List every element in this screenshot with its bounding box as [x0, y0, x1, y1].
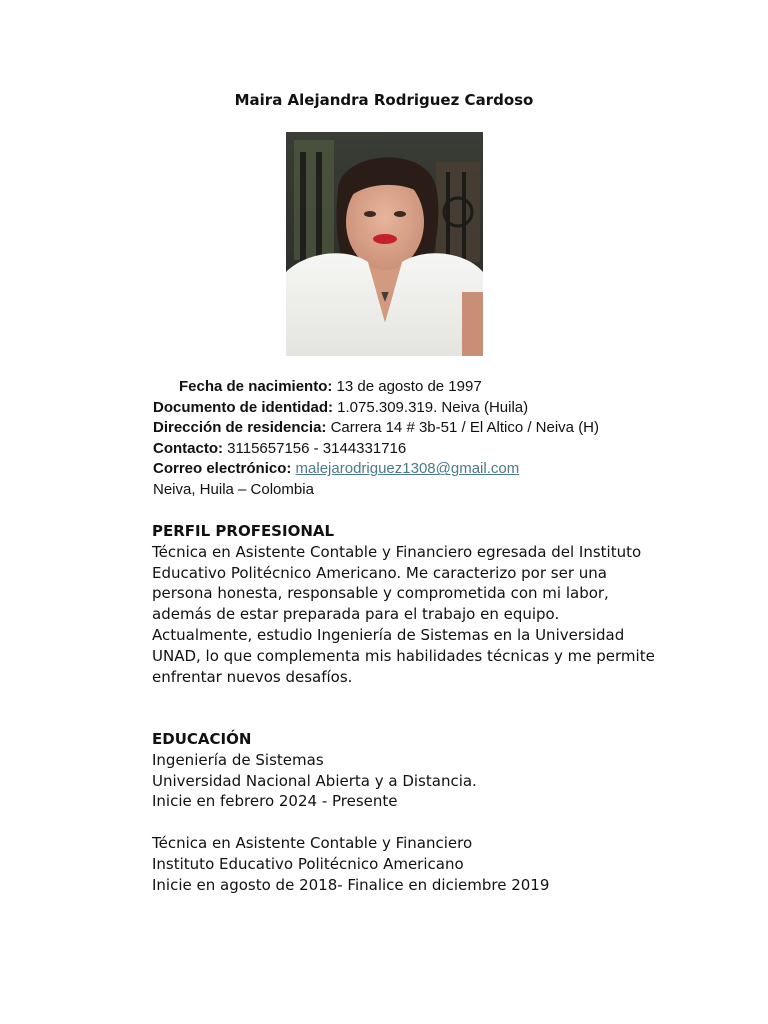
- education-dates: Inicie en febrero 2024 - Presente: [152, 792, 398, 811]
- location-line: Neiva, Huila – Colombia: [153, 480, 314, 498]
- education-institution: Instituto Educativo Politécnico Americano: [152, 854, 464, 873]
- profile-text-line: Actualmente, estudio Ingeniería de Sistemas en la Universidad: [152, 625, 625, 644]
- profile-photo-illustration: [286, 132, 483, 356]
- education-title: Técnica en Asistente Contable y Financiero: [152, 833, 473, 852]
- id-document-label: Documento de identidad:: [153, 398, 333, 416]
- id-document-line: [153, 398, 673, 419]
- contact-block: [153, 377, 673, 501]
- id-document-value: 1.075.309.319. Neiva (Huila): [333, 398, 529, 416]
- profile-text-line: además de estar preparada para el trabajo en equipo.: [152, 605, 560, 624]
- address-line: [153, 418, 673, 439]
- birth-date-label: Fecha de nacimiento:: [179, 378, 333, 395]
- spacer: [152, 812, 692, 833]
- birth-date-line: [153, 377, 673, 398]
- profile-heading: PERFIL PROFESIONAL: [152, 522, 335, 540]
- phone-line: [153, 439, 673, 460]
- birth-date-value: 13 de agosto de 1997: [332, 378, 482, 395]
- email-line: [153, 459, 673, 480]
- education-institution: Universidad Nacional Abierta y a Distancia.: [152, 771, 477, 790]
- profile-text-line: enfrentar nuevos desafíos.: [152, 667, 353, 686]
- profile-photo: [286, 132, 483, 356]
- address-label: Dirección de residencia:: [153, 419, 327, 437]
- email-link[interactable]: malejarodriguez1308@gmail.com: [295, 460, 520, 478]
- profile-text-line: Educativo Politécnico Americano. Me caracterizo por ser una: [152, 563, 607, 582]
- profile-text-line: persona honesta, responsable y comprometida con mi labor,: [152, 584, 609, 603]
- person-name: Maira Alejandra Rodriguez Cardoso: [234, 91, 534, 109]
- address-value: Carrera 14 # 3b-51 / El Altico / Neiva (H): [326, 419, 600, 437]
- education-dates: Inicie en agosto de 2018- Finalice en diciembre 2019: [152, 875, 550, 894]
- phone-value: 3115657156 - 3144331716: [223, 439, 407, 457]
- education-section: [152, 729, 692, 895]
- profile-text-line: UNAD, lo que complementa mis habilidades técnicas y me permite: [152, 646, 655, 665]
- education-title: Ingeniería de Sistemas: [152, 750, 324, 769]
- education-heading: EDUCACIÓN: [152, 730, 252, 748]
- phone-label: Contacto:: [153, 439, 223, 457]
- email-label: Correo electrónico:: [153, 460, 292, 478]
- profile-section: [152, 521, 692, 687]
- profile-text-line: Técnica en Asistente Contable y Financiero egresada del Instituto: [152, 542, 642, 561]
